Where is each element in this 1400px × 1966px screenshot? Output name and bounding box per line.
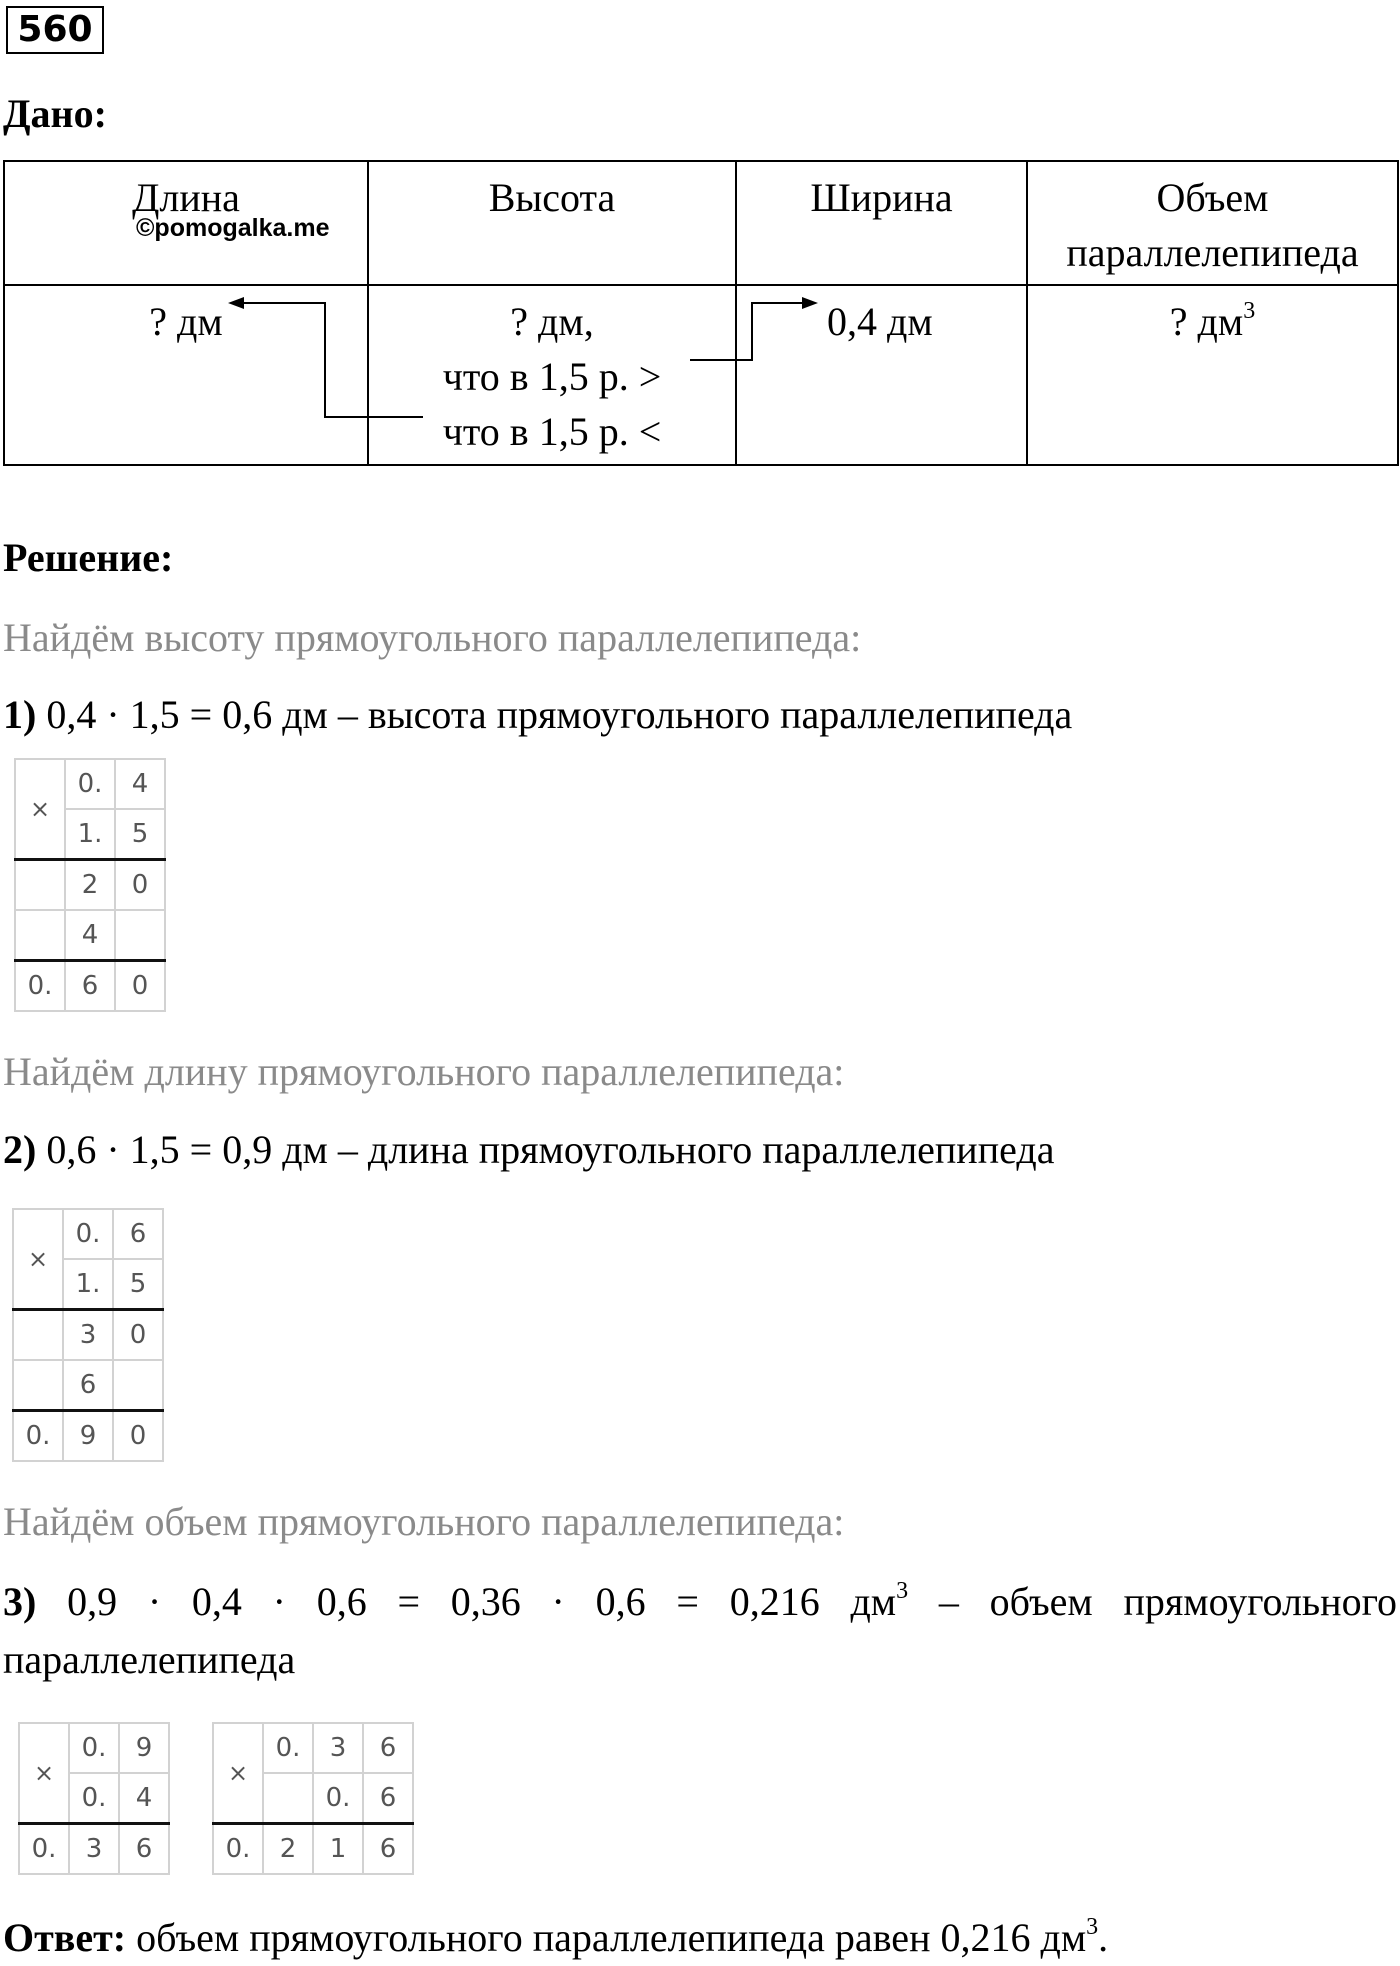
calc-cell: 2 [263, 1824, 313, 1875]
watermark: ©pomogalka.me [136, 214, 330, 242]
calc-cell: 0. [63, 1209, 113, 1259]
calc-row [13, 1411, 163, 1462]
calc-row [19, 1824, 169, 1875]
calc-cell: 0. [313, 1773, 363, 1824]
calc-cell: 0. [213, 1824, 263, 1875]
calc-cell [15, 910, 65, 961]
calc-cell: 5 [115, 809, 165, 860]
calc-cell [13, 1360, 63, 1411]
step3-line-cont: параллелепипеда [3, 1637, 296, 1682]
calc-cell: 0. [263, 1723, 313, 1773]
value-width: 0,4 дм [736, 285, 1027, 465]
calc-cell [115, 910, 165, 961]
calc-cell: 0. [65, 759, 115, 809]
calc-cell: × [13, 1209, 63, 1310]
calc-cell: 4 [65, 910, 115, 961]
calc-cell: 1. [65, 809, 115, 860]
calc-cell: 0 [113, 1411, 163, 1462]
calc-cell: 5 [113, 1259, 163, 1310]
calc-cell: × [19, 1723, 69, 1824]
calc-cell: 6 [363, 1723, 413, 1773]
calc-row [213, 1824, 413, 1875]
header-volume: Объем параллелепипеда [1027, 161, 1398, 285]
calc-row [15, 759, 165, 809]
calc-cell: 6 [65, 961, 115, 1012]
calc-step3-b [212, 1722, 414, 1875]
arrow-to-width [690, 303, 810, 360]
header-width: Ширина [736, 161, 1027, 285]
calc-cell: 0. [15, 961, 65, 1012]
calc-cell [15, 860, 65, 911]
value-length: ? дм [4, 285, 368, 465]
arrowhead-length [228, 297, 244, 309]
step2-intro: Найдём длину прямоугольного параллелепипеда: [3, 1049, 845, 1094]
calc-cell: 6 [363, 1773, 413, 1824]
calc-cell: 0 [113, 1310, 163, 1361]
calc-row [15, 961, 165, 1012]
header-height: Высота [368, 161, 736, 285]
calc-cell: 1 [313, 1824, 363, 1875]
calc-cell: × [213, 1723, 263, 1824]
calc-cell [263, 1773, 313, 1824]
calc-row [15, 910, 165, 961]
calc-row [13, 1310, 163, 1361]
header-length: Длина [4, 161, 368, 285]
calc-row [19, 1723, 169, 1773]
calc-cell: 0. [69, 1773, 119, 1824]
calc-step3-a [18, 1722, 170, 1875]
answer-line: Ответ: объем прямоугольного параллелепипеда равен 0,216 $дм^3$. [3, 1914, 1109, 1960]
calc-cell: 6 [119, 1824, 169, 1875]
step1-intro: Найдём высоту прямоугольного параллелепипеда: [3, 615, 862, 660]
calc-cell: 3 [63, 1310, 113, 1361]
task-number: 560 [6, 6, 104, 54]
calc-step2 [12, 1208, 164, 1462]
step3-intro: Найдём объем прямоугольного параллелепипеда: [3, 1499, 845, 1544]
calc-cell: 4 [119, 1773, 169, 1824]
value-height: ? дм, что в 1,5 р. > что в 1,5 р. < [368, 285, 736, 465]
calc-cell: 9 [63, 1411, 113, 1462]
value-volume: ? $дм^3$ [1027, 285, 1398, 465]
calc-cell: × [15, 759, 65, 860]
calc-cell: 0 [115, 860, 165, 911]
calc-cell: 2 [65, 860, 115, 911]
calc-cell: 6 [363, 1824, 413, 1875]
calc-cell: 4 [115, 759, 165, 809]
calc-row [213, 1723, 413, 1773]
step1-line: 1) 0,4 · 1,5 = 0,6 дм – высота прямоугольного параллелепипеда [3, 692, 1073, 737]
calc-row [13, 1360, 163, 1411]
calc-cell: 6 [63, 1360, 113, 1411]
relation-arrows [0, 0, 1400, 460]
solution-label: Решение: [3, 535, 174, 580]
step3-line: 3) 0,9 · 0,4 · 0,6 = 0,36 · 0,6 = 0,216 $дм^3$ – объем прямоугольного [3, 1578, 1397, 1624]
calc-cell: 3 [313, 1723, 363, 1773]
calc-cell: 1. [63, 1259, 113, 1310]
given-label: Дано: [3, 91, 107, 136]
calc-cell [13, 1310, 63, 1361]
calc-cell: 0. [69, 1723, 119, 1773]
calc-cell: 9 [119, 1723, 169, 1773]
calc-step1 [14, 758, 166, 1012]
calc-cell: 0. [13, 1411, 63, 1462]
calc-cell: 0 [115, 961, 165, 1012]
step2-line: 2) 0,6 · 1,5 = 0,9 дм – длина прямоугольного параллелепипеда [3, 1127, 1055, 1172]
calc-cell: 0. [19, 1824, 69, 1875]
arrowhead-width [802, 297, 818, 309]
calc-cell [113, 1360, 163, 1411]
arrow-to-length [236, 303, 423, 417]
calc-row [13, 1209, 163, 1259]
calc-cell: 3 [69, 1824, 119, 1875]
calc-row [15, 860, 165, 911]
calc-cell: 6 [113, 1209, 163, 1259]
